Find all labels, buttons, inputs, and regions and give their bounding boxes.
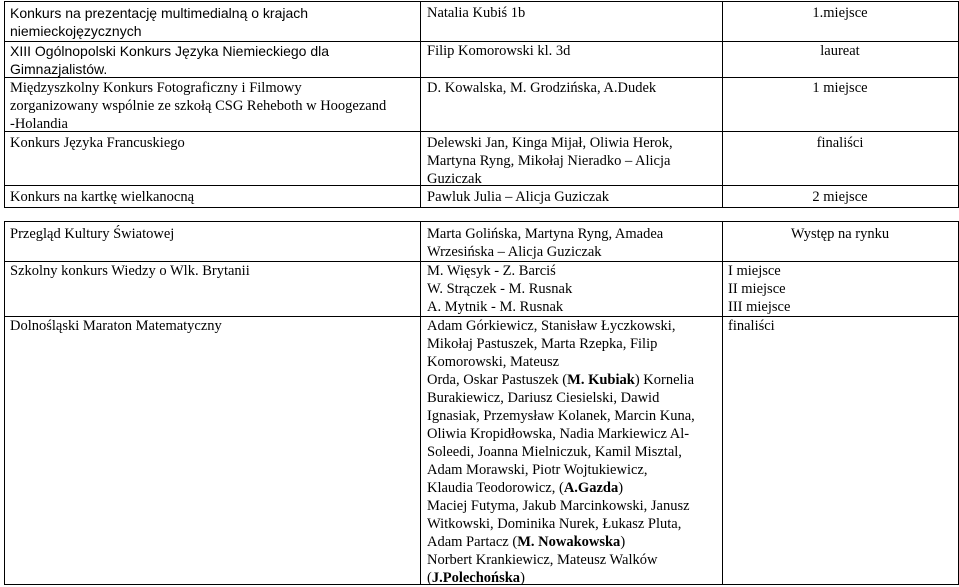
competition-line: zorganizowany wspólnie ze szkołą CSG Reheboth w Hoogezand <box>10 98 387 114</box>
participants-cell <box>427 317 695 587</box>
participants-line <box>427 533 695 551</box>
competition-line: Konkurs na prezentację multimedialną o krajach <box>10 5 309 21</box>
participants-text: Adam Partacz ( <box>427 534 518 550</box>
result-cell <box>728 262 790 316</box>
result-text: finaliści <box>816 135 864 151</box>
result-text: 2 miejsce <box>812 189 868 205</box>
participants-line: Delewski Jan, Kinga Mijał, Oliwia Herok, <box>427 135 673 151</box>
competition-line: Konkurs na kartkę wielkanocną <box>10 189 195 205</box>
competition-cell <box>10 317 222 335</box>
participants-text: Orda, Oskar Pastuszek ( <box>427 372 568 388</box>
result-cell <box>722 134 958 152</box>
participants-line: D. Kowalska, M. Grodzińska, A.Dudek <box>427 80 657 96</box>
participants-text: ) Kornelia <box>634 372 695 388</box>
participants-line <box>427 569 695 587</box>
participants-text: ) <box>618 480 624 496</box>
result-text: finaliści <box>728 318 775 334</box>
participants-cell <box>427 134 673 188</box>
participants-line: Natalia Kubiś 1b <box>427 5 526 21</box>
result-text: Występ na rynku <box>790 226 890 242</box>
participants-cell <box>427 4 525 22</box>
participants-line: Maciej Futyma, Jakub Marcinkowski, Janusz <box>427 498 690 514</box>
result-cell <box>722 4 958 22</box>
participants-line: Filip Komorowski kl. 3d <box>427 43 571 59</box>
teacher-name: M. Kubiak <box>567 372 635 388</box>
competition-line: -Holandia <box>10 116 68 132</box>
result-cell <box>722 42 958 60</box>
teacher-name: A.Gazda <box>563 480 619 496</box>
column-border-left <box>4 1 5 208</box>
participants-line: Wrzesińska – Alicja Guziczak <box>427 244 602 260</box>
participants-line: Martyna Ryng, Mikołaj Nieradko – Alicja <box>427 153 671 169</box>
competition-line: Dolnośląski Maraton Matematyczny <box>10 318 222 334</box>
competition-line: Szkolny konkurs Wiedzy o Wlk. Brytanii <box>10 263 250 279</box>
competition-cell <box>10 79 386 133</box>
teacher-name: M. Nowakowska <box>517 534 621 550</box>
participants-cell <box>427 225 663 261</box>
competition-line: niemieckojęzycznych <box>10 23 142 39</box>
competition-line: XIII Ogólnopolski Konkurs Języka Niemieckiego dla <box>10 43 330 59</box>
result-text: 1 miejsce <box>812 80 868 96</box>
participants-line: Witkowski, Dominika Nurek, Łukasz Pluta, <box>427 516 682 532</box>
column-border-left <box>4 221 5 585</box>
participants-line: Pawluk Julia – Alicja Guziczak <box>427 189 610 205</box>
competition-line: Przegląd Kultury Światowej <box>10 226 175 242</box>
result-text: I miejsce <box>728 263 781 279</box>
participants-line: Adam Morawski, Piotr Wojtukiewicz, <box>427 462 648 478</box>
table-border-top <box>4 1 959 2</box>
column-divider <box>722 1 723 208</box>
participants-text: ) <box>520 570 525 586</box>
participants-line: Burakiewicz, Dariusz Ciesielski, Dawid <box>427 390 660 406</box>
participants-line: Oliwia Kropidłowska, Nadia Markiewicz Al- <box>427 426 690 442</box>
column-divider <box>722 221 723 585</box>
result-cell <box>722 188 958 206</box>
participants-line: Adam Górkiewicz, Stanisław Łyczkowski, <box>427 318 676 334</box>
participants-line: Mikołaj Pastuszek, Marta Rzepka, Filip <box>427 336 658 352</box>
column-divider <box>420 1 421 208</box>
participants-line: A. Mytnik - M. Rusnak <box>427 299 564 315</box>
result-cell <box>722 79 958 97</box>
competition-line: Gimnazjalistów. <box>10 61 108 77</box>
competition-line: Konkurs Języka Francuskiego <box>10 135 185 151</box>
participants-line: W. Strączek - M. Rusnak <box>427 281 573 297</box>
result-text: laureat <box>820 43 860 59</box>
participants-line: Marta Golińska, Martyna Ryng, Amadea <box>427 226 664 242</box>
participants-cell <box>427 262 572 316</box>
column-divider <box>420 221 421 585</box>
competition-cell <box>10 225 174 243</box>
participants-cell <box>427 42 570 60</box>
result-text: II miejsce <box>728 281 786 297</box>
result-text: III miejsce <box>728 299 791 315</box>
competition-cell <box>10 262 250 280</box>
competition-cell <box>10 134 185 152</box>
participants-text: Klaudia Teodorowicz, ( <box>427 480 564 496</box>
participants-cell <box>427 188 609 206</box>
participants-line: Ignasiak, Przemysław Kolanek, Marcin Kuna, <box>427 408 695 424</box>
participants-cell <box>427 79 656 97</box>
result-cell <box>722 225 958 243</box>
participants-line <box>427 479 695 497</box>
competition-line: Międzyszkolny Konkurs Fotograficzny i Filmowy <box>10 80 302 96</box>
participants-line: Norbert Krankiewicz, Mateusz Walków <box>427 552 658 568</box>
participants-text: ) <box>620 534 626 550</box>
participants-line: Soleedi, Joanna Mielniczuk, Kamil Misztal, <box>427 444 682 460</box>
participants-line: M. Więsyk - Z. Barciś <box>427 263 556 279</box>
participants-text: ( <box>427 570 432 586</box>
participants-line: Guziczak <box>427 171 482 187</box>
participants-line <box>427 371 695 389</box>
row-divider <box>4 207 959 208</box>
competition-cell <box>10 42 329 78</box>
result-text: 1.miejsce <box>812 5 868 21</box>
result-cell <box>728 317 775 335</box>
participants-line: Komorowski, Mateusz <box>427 354 560 370</box>
competition-cell <box>10 188 194 206</box>
teacher-name: J.Polechońska <box>431 570 521 586</box>
table-border-top-2 <box>4 221 959 222</box>
competition-cell <box>10 4 308 40</box>
